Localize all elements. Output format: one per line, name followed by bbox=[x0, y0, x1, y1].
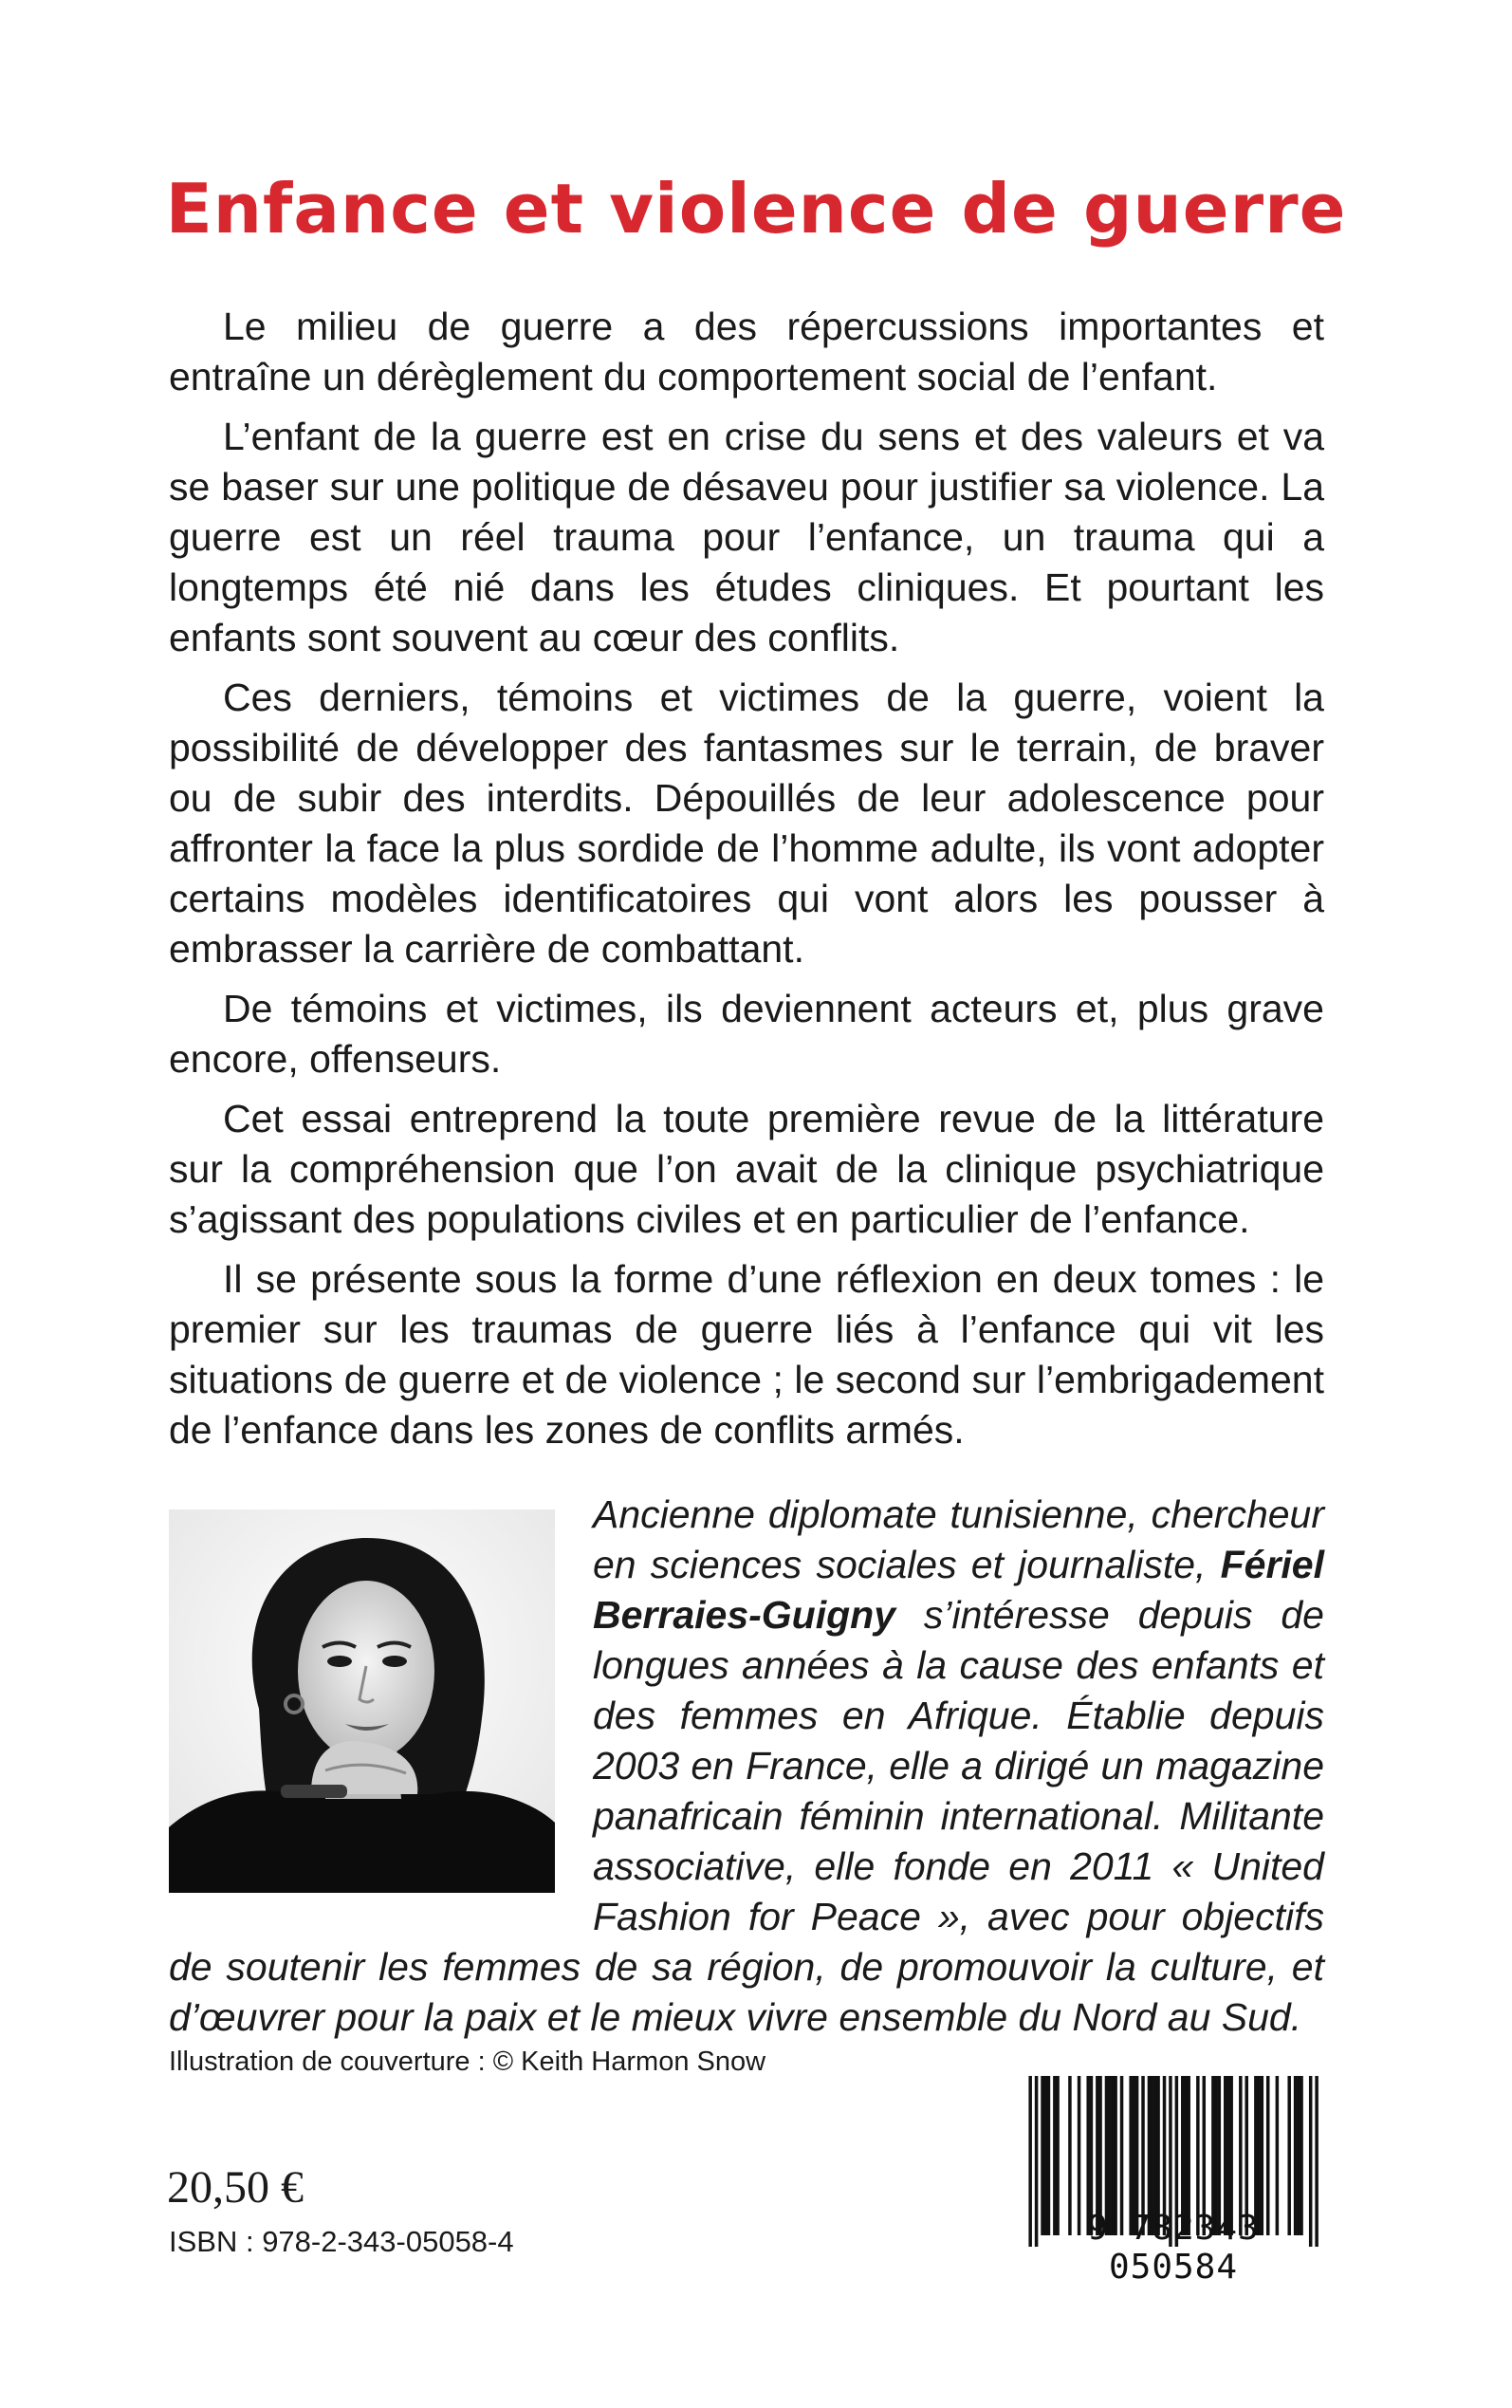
summary-paragraph: L’enfant de la guerre est en crise du sens et des valeurs et va se baser sur une politique de désaveu pour justifier sa violence. La guerre est un réel trauma pour l’enfance, un trauma qui a longtemps été nié dans les études cliniques. Et pourtant les enfants sont souvent au cœur des conflits. bbox=[169, 415, 1324, 659]
summary-paragraph: Cet essai entreprend la toute première revue de la littérature sur la compréhension que l’on avait de la clinique psychiatrique s’agissant des populations civiles et en particulier de l’enfance. bbox=[169, 1097, 1324, 1241]
summary-paragraph: Le milieu de guerre a des répercussions importantes et entraîne un dérèglement du comportement social de l’enfant. bbox=[169, 305, 1324, 398]
author-name: Fériel Berraies-Guigny bbox=[593, 1543, 1324, 1637]
cover-illustration-credit: Illustration de couverture : © Keith Harmon Snow bbox=[169, 2047, 766, 2077]
back-cover-summary bbox=[169, 302, 1324, 1465]
summary-paragraph: De témoins et victimes, ils deviennent acteurs et, plus grave encore, offenseurs. bbox=[169, 987, 1324, 1081]
price: 20,50 € bbox=[167, 2162, 304, 2213]
bio-rest: s’intéresse depuis de longues années à la cause des enfants et des femmes en Afrique. Établie depuis 2003 en France, elle a dirigé un magazine panafricain féminin international. Militante associative, elle fonde en 2011 « United Fashion for Peace », avec pour objectifs de soutenir les femmes de sa région, de promouvoir la culture, et d’œuvrer pour la paix et le mieux vivre ensemble du Nord au Sud. bbox=[169, 1593, 1324, 2039]
author-bio bbox=[169, 1490, 1324, 2043]
author-portrait-icon bbox=[169, 1510, 555, 1893]
isbn: ISBN : 978-2-343-05058-4 bbox=[169, 2225, 514, 2258]
book-title: Enfance et violence de guerre bbox=[165, 169, 1347, 249]
bio-intro: Ancienne diplomate tunisienne, chercheur en sciences sociales et journaliste, bbox=[593, 1492, 1324, 1586]
summary-paragraph: Ces derniers, témoins et victimes de la guerre, voient la possibilité de développer des fantasmes sur le terrain, de braver ou de subir des interdits. Dépouillés de leur adolescence pour affronter la face la plus sordide de l’homme adulte, ils vont adopter certains modèles identificatoires qui vont alors les pousser à embrasser la carrière de combattant. bbox=[169, 676, 1324, 971]
summary-paragraph: Il se présente sous la forme d’une réflexion en deux tomes : le premier sur les traumas de guerre liés à l’enfance qui vit les situations de guerre et de violence ; le second sur l’embrigadement de l’enfance dans les zones de conflits armés. bbox=[169, 1257, 1324, 1452]
barcode-digits: 9 782343 050584 bbox=[1087, 2209, 1260, 2287]
author-photo bbox=[169, 1510, 555, 1893]
